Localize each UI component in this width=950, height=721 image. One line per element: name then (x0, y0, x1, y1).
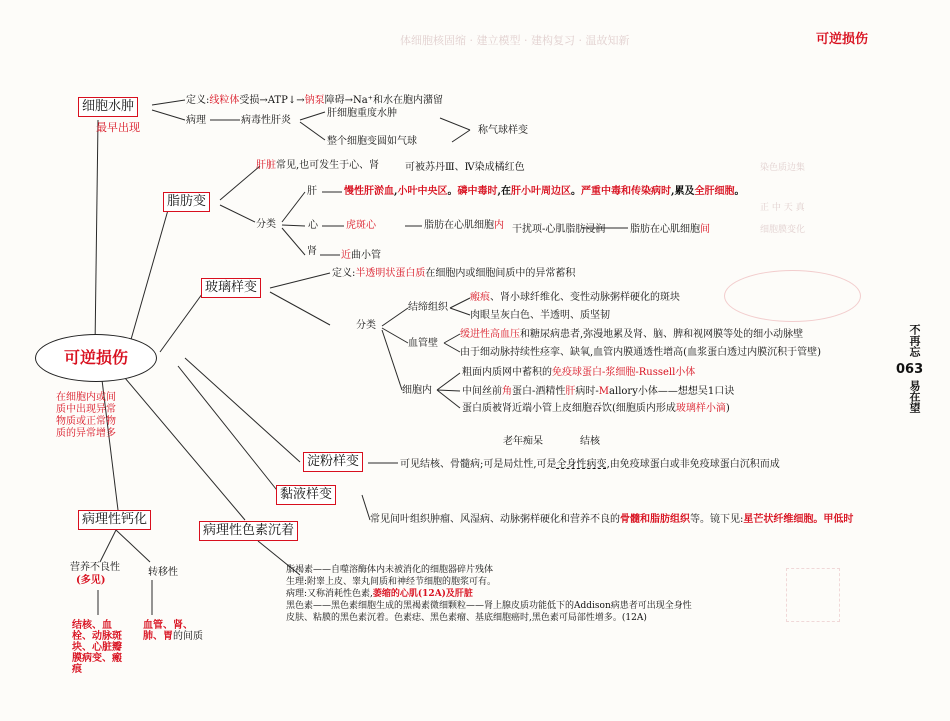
node-hyaline-change: 玻璃样变 (201, 278, 261, 298)
page-number: 063 (896, 362, 924, 377)
cell-swelling-result: 称气球样变 (478, 125, 528, 136)
fatty-kidney: 肾 (307, 246, 317, 257)
pigment-line: 生理:附睾上皮、睾丸间质和神经节细胞的胞浆可有。 (286, 577, 497, 587)
amyloid-text: 可见结核、骨髓病;可是局灶性,可是全身性病变,由免疫球蛋白或非免疫球蛋白沉积而成 (400, 459, 780, 470)
hyaline-vessel-a: 缓进性高血压和糖尿病患者,弥漫地累及肾、脑、脾和视网膜等处的细小动脉壁 (460, 329, 804, 340)
calc-dystrophic-line: 痕 (72, 664, 82, 675)
fatty-heart-distractor: 干扰项-心肌脂肪浸润 (512, 224, 606, 235)
calc-dystrophic: 营养不良性 (70, 562, 120, 573)
fatty-heart-between: 脂肪在心肌细胞间 (630, 224, 710, 235)
calc-metastatic-sites: 血管、肾、 肺、胃的间质 (143, 620, 203, 642)
liver-detail-segment: 肝小叶周边区 (510, 186, 571, 197)
calc-dystrophic-common: (多见) (76, 575, 106, 586)
node-cell-swelling: 细胞水肿 (78, 97, 138, 117)
liver-detail-segment: 。 (734, 186, 745, 197)
hyaline-definition: 定义:半透明状蛋白质在细胞内或细胞间质中的异常蓄积 (332, 268, 576, 279)
fatty-liver-note: 肝脏常见,也可发生于心、肾 (256, 160, 380, 171)
liver-detail-segment: 慢性肝淤血 (344, 186, 394, 197)
liver-detail-segment: 。 (570, 186, 581, 197)
ghost-text: 染色质边集 (760, 163, 806, 173)
calc-dystrophic-sites (72, 620, 122, 675)
ghost-qr-code (786, 568, 840, 622)
cell-swelling-definition: 定义:线粒体受损→ATP↓→钠泵障碍→Na⁺和水在胞内潴留 (186, 95, 443, 106)
hyaline-fibrous-a: 瘢痕、肾小球纤维化、变性动脉粥样硬化的斑块 (470, 292, 680, 303)
hyaline-intra-b: 中间丝前角蛋白-酒精性肝病时-Mallory小体——想想吴1口诀 (462, 386, 735, 397)
hyaline-intra-a: 粗面内质网中蓄积的免疫球蛋白-浆细胞-Russell小体 (462, 367, 696, 378)
node-pigmentation: 病理性色素沉着 (199, 521, 298, 541)
center-node: 可逆损伤 (35, 334, 157, 382)
pigment-line: 黑色素——黑色素细胞生成的黑褐素微细颗粒——肾上腺皮质功能低下的Addison病患者可出现全身性 (286, 601, 692, 611)
calc-dystrophic-line: 块、心脏瓣 (72, 642, 122, 653)
fatty-heart-detail: 虎斑心 (346, 220, 376, 231)
cell-swelling-b2: 整个细胞变圆如气球 (327, 136, 417, 147)
node-calcification: 病理性钙化 (78, 510, 151, 530)
pigment-line: 病理:又称消耗性色素,萎缩的心肌(12A)及肝脏 (286, 589, 473, 599)
fatty-heart: 心 (308, 220, 318, 231)
hyaline-intracellular: 细胞内 (402, 385, 432, 396)
calc-metastatic: 转移性 (148, 567, 178, 578)
fatty-kidney-detail: 近曲小管 (341, 250, 381, 261)
liver-detail-segment: 严重中毒和传染病时 (580, 186, 671, 197)
hyaline-vessel-b: 由于细动脉持续性痉挛、缺氧,血管内膜通透性增高(血浆蛋白透过内膜沉积于管壁) (460, 347, 821, 358)
liver-detail-segment: , (394, 186, 398, 197)
fatty-classification: 分类 (256, 219, 276, 230)
cell-swelling-sub: 最早出现 (96, 121, 140, 134)
fatty-heart-in: 脂肪在心肌细胞内 (424, 220, 504, 231)
node-amyloid: 淀粉样变 (303, 452, 363, 472)
liver-detail-segment: ,在 (497, 186, 511, 197)
hyaline-fibrous-b: 肉眼呈灰白色、半透明、质坚韧 (470, 310, 610, 321)
ghost-text: 体细胞核固缩 · 建立模型 · 建构复习 · 温故知新 (400, 34, 630, 47)
cell-swelling-path-label: 病理 (186, 115, 206, 126)
mucoid-text: 常见间叶组织肿瘤、风湿病、动脉粥样硬化和营养不良的骨髓和脂肪组织等。镜下见:星芒状纤维细胞。甲低时 (370, 514, 854, 525)
calc-dystrophic-line: 膜病变、瘢 (72, 653, 122, 664)
fatty-liver: 肝 (307, 186, 317, 197)
center-note: 在细胞内或间质中出现异常物质或正常物质的异常增多 (56, 392, 116, 439)
liver-detail-segment: 磷中毒时 (457, 186, 498, 197)
calc-dystrophic-line: 结核、血 (72, 620, 112, 631)
node-mucoid: 黏液样变 (276, 485, 336, 505)
liver-detail-segment: ,累及 (670, 186, 695, 197)
hyaline-classification: 分类 (356, 320, 376, 331)
sidebar-text-b: 易在望 (908, 380, 921, 413)
sidebar-text-a: 不再忘 (908, 324, 921, 357)
ghost-text: 正 中 天 真 (760, 203, 805, 213)
liver-detail-segment: 小叶中央区 (397, 186, 448, 197)
ghost-text: 细胞膜变化 (760, 225, 806, 235)
pigment-line: 脂褐素——自噬溶酶体内未被消化的细胞器碎片残体 (286, 565, 494, 575)
fatty-stain: 可被苏丹Ⅲ、Ⅳ染成橘红色 (405, 162, 525, 173)
hyaline-intra-c: 蛋白质被肾近端小管上皮细胞吞饮(细胞质内形成玻璃样小滴) (462, 403, 730, 414)
pigment-line: 皮肤、粘膜的黑色素沉着。色素痣、黑色素瘤、基底细胞癌时,黑色素可局部性增多。(12A) (286, 613, 647, 623)
cell-swelling-virus: 病毒性肝炎 (241, 115, 291, 126)
hyaline-fibrous: 结缔组织 (408, 302, 448, 313)
ghost-ellipse (724, 270, 861, 322)
liver-detail-segment: 。 (447, 186, 458, 197)
cell-swelling-b1: 肝细胞重度水肿 (327, 108, 397, 119)
liver-detail-segment: 全肝细胞 (694, 186, 735, 197)
node-fatty-change: 脂肪变 (163, 192, 210, 212)
amyloid-tag-dementia: 老年痴呆 (503, 436, 543, 447)
amyloid-tag-tb: 结核 (580, 436, 600, 447)
hyaline-vessel: 血管壁 (408, 338, 438, 349)
calc-dystrophic-line: 栓、动脉斑 (72, 631, 122, 642)
page-title: 可逆损伤 (816, 32, 869, 47)
fatty-liver-detail (344, 186, 744, 198)
